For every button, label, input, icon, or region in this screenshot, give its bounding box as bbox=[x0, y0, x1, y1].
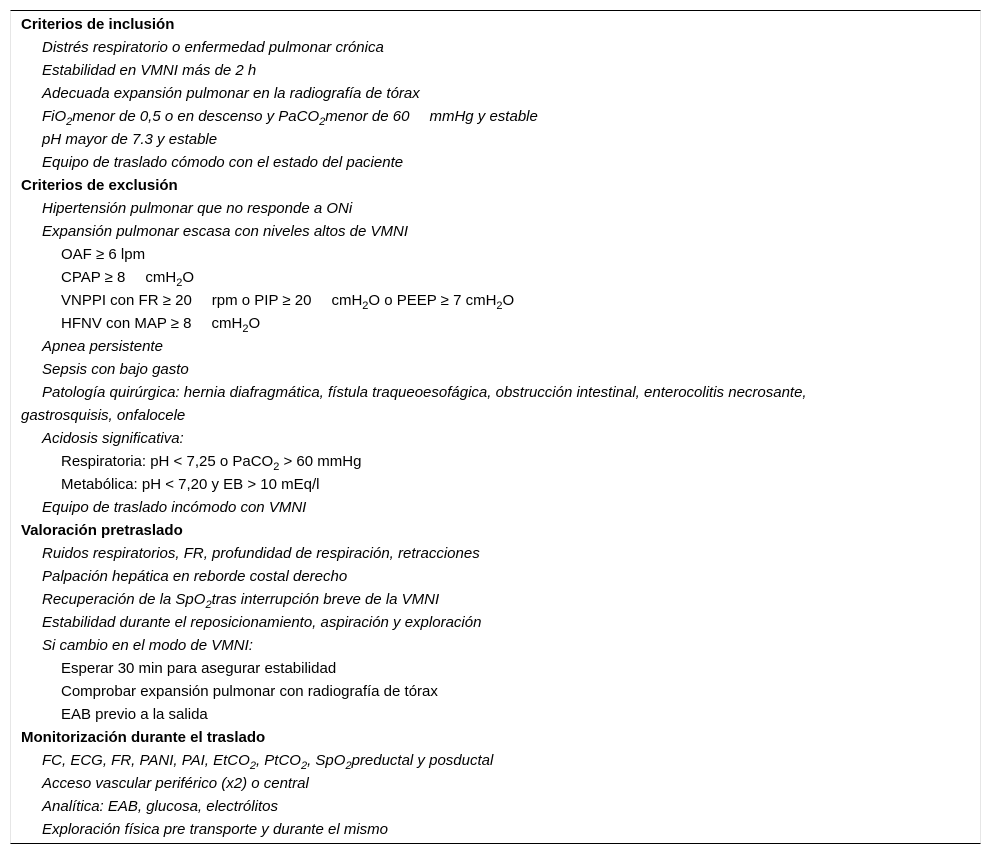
criterion-item: Patología quirúrgica: hernia diafragmática, fístula traqueoesofágica, obstrucción intestinal, enterocolitis necrosante, gastrosquisis, onfalocele bbox=[21, 384, 807, 424]
criteria-table bbox=[10, 10, 981, 844]
criterion-item: Equipo de traslado incómodo con VMNI bbox=[42, 499, 307, 516]
criterion-item: Acidosis significativa: bbox=[42, 430, 184, 447]
criterion-subitem: VNPPI con FR ≥ 20 rpm o PIP ≥ 20 cmH$_2$O o PEEP ≥ 7 cmH$_2$O bbox=[61, 292, 515, 312]
criterion-subitem: EAB previo a la salida bbox=[61, 706, 208, 723]
criterion-item: Recuperación de la SpO$_2$tras interrupción breve de la VMNI bbox=[42, 591, 440, 611]
criterion-subitem: CPAP ≥ 8 cmH$_2$O bbox=[61, 269, 194, 289]
criterion-item: Expansión pulmonar escasa con niveles altos de VMNI bbox=[42, 223, 409, 240]
criterion-item: Hipertensión pulmonar que no responde a ONi bbox=[42, 200, 353, 217]
criterion-item: pH mayor de 7.3 y estable bbox=[42, 131, 218, 148]
section-heading: Valoración pretraslado bbox=[21, 522, 183, 539]
criterion-subitem: Metabólica: pH < 7,20 y EB > 10 mEq/l bbox=[61, 476, 320, 493]
criterion-item: Distrés respiratorio o enfermedad pulmonar crónica bbox=[42, 39, 384, 56]
criterion-item: Si cambio en el modo de VMNI: bbox=[42, 637, 253, 654]
criterion-item: Sepsis con bajo gasto bbox=[42, 361, 189, 378]
criterion-item: FiO$_2$menor de 0,5 o en descenso y PaCO$_2$menor de 60 mmHg y estable bbox=[42, 108, 538, 128]
criterion-item: Exploración física pre transporte y durante el mismo bbox=[42, 821, 388, 838]
criterion-subitem: Respiratoria: pH < 7,25 o PaCO$_2$ > 60 mmHg bbox=[61, 453, 362, 473]
criterion-item: Apnea persistente bbox=[42, 338, 163, 355]
criterion-subitem: Comprobar expansión pulmonar con radiografía de tórax bbox=[61, 683, 438, 700]
criterion-item: Estabilidad en VMNI más de 2 h bbox=[42, 62, 257, 79]
criterion-item: Acceso vascular periférico (x2) o central bbox=[42, 775, 309, 792]
criterion-item: Estabilidad durante el reposicionamiento, aspiración y exploración bbox=[42, 614, 482, 631]
criterion-subitem: Esperar 30 min para asegurar estabilidad bbox=[61, 660, 337, 677]
criterion-item: Equipo de traslado cómodo con el estado del paciente bbox=[42, 154, 404, 171]
section-heading: Monitorización durante el traslado bbox=[21, 729, 266, 746]
criterion-subitem: OAF ≥ 6 lpm bbox=[61, 246, 146, 263]
table-body bbox=[11, 13, 980, 841]
criterion-subitem: HFNV con MAP ≥ 8 cmH$_2$O bbox=[61, 315, 261, 335]
criterion-item: FC, ECG, FR, PANI, PAI, EtCO$_2$, PtCO$_2$, SpO$_2$preductal y posductal bbox=[42, 752, 494, 772]
criterion-item: Palpación hepática en reborde costal derecho bbox=[42, 568, 348, 585]
section-heading: Criterios de inclusión bbox=[21, 16, 175, 33]
criterion-item: Adecuada expansión pulmonar en la radiografía de tórax bbox=[42, 85, 420, 102]
section-heading: Criterios de exclusión bbox=[21, 177, 178, 194]
criterion-item: Ruidos respiratorios, FR, profundidad de respiración, retracciones bbox=[42, 545, 480, 562]
criterion-item: Analítica: EAB, glucosa, electrólitos bbox=[42, 798, 278, 815]
